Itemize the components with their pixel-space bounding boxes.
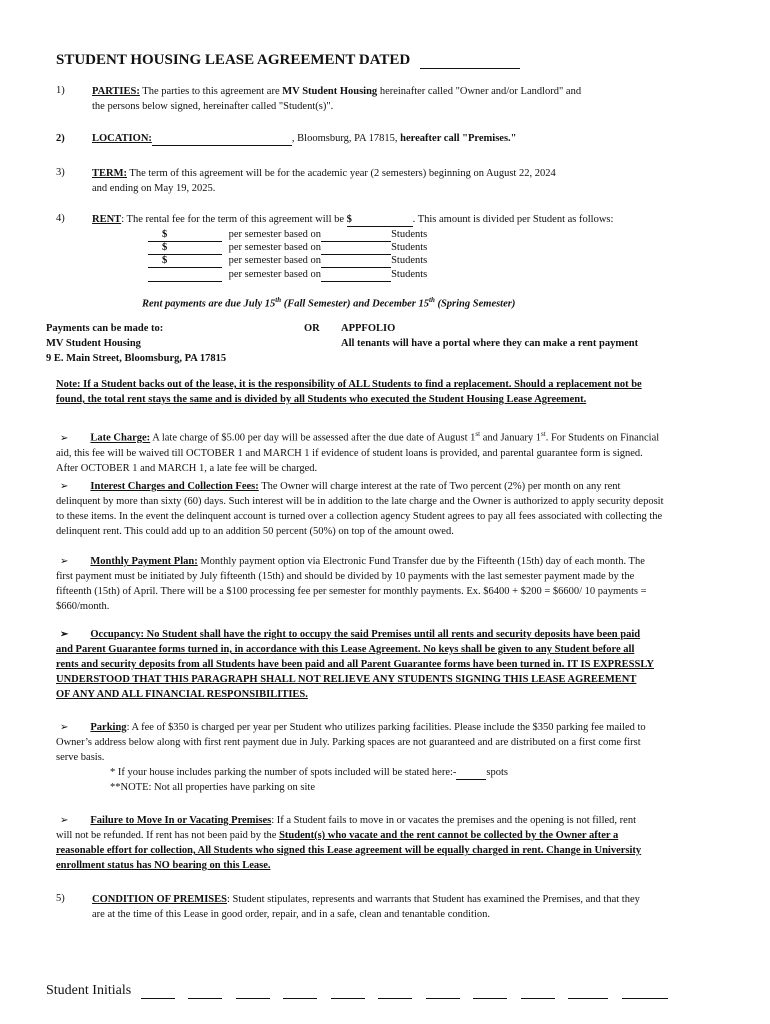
- initials-blank[interactable]: [378, 986, 412, 999]
- payments-heading: Payments can be made to:: [46, 323, 164, 334]
- arrow-bullet-icon: ➢: [60, 815, 69, 826]
- initials-blank[interactable]: [473, 986, 507, 999]
- initials-blank[interactable]: [188, 986, 222, 999]
- location-blank[interactable]: [152, 134, 292, 146]
- term-section: TERM: The term of this agreement will be for the academic year (2 semesters) beginning on August 22, 2024 and ending on May 19, 2025.: [92, 168, 556, 194]
- appfolio-label: APPFOLIO: [341, 323, 396, 334]
- initials-label: Student Initials: [46, 983, 132, 998]
- payee-address: 9 E. Main Street, Bloomsburg, PA 17815: [46, 353, 227, 364]
- section-number: 3): [56, 167, 65, 178]
- arrow-bullet-icon: ➢: [60, 556, 69, 567]
- rent-total-blank[interactable]: $: [347, 213, 413, 227]
- section-number: 4): [56, 213, 65, 224]
- condition-heading: CONDITION OF PREMISES: [92, 894, 227, 905]
- owner-name: MV Student Housing: [282, 86, 378, 97]
- rent-row: $ per semester based on Students: [148, 254, 427, 268]
- rent-heading: RENT: [92, 214, 122, 225]
- section-number: 1): [56, 85, 65, 96]
- or-label: OR: [304, 323, 320, 334]
- late-charge-section: ➢ Late Charge: A late charge of $5.00 per day will be assessed after the due date of August 1st and January 1st. For Students on Financial aid, this fee will be waived till OCTOBER 1 and MARCH 1 if evidence of student loans is provided, and parental guarantee form is signed. After OCTOBER 1 and MARCH 1, a late fee will be charged.: [56, 430, 660, 474]
- rent-due-dates: Rent payments are due July 15th (Fall Semester) and December 15th (Spring Semester): [142, 296, 516, 310]
- location-section: LOCATION: , Bloomsburg, PA 17815, hereafter call "Premises.": [92, 133, 517, 144]
- rent-section: RENT: The rental fee for the term of this agreement will be $ . This amount is divided per Student as follows:: [92, 214, 614, 225]
- interest-section: ➢ Interest Charges and Collection Fees: The Owner will charge interest at the rate of Two percent (2%) per month on any rent delinquent by more than sixty (60) days. Such interest will be in addition to the late charge and the Owner is authorized to apply security deposit to these items. In the event the delinquent account is turned over a collection agency Student agrees to pay all fees associated with collecting the delinquent rent. This could add up to an addition 50 percent (50%) on top of the amount owed.: [56, 481, 664, 537]
- arrow-bullet-icon: ➢: [60, 629, 69, 640]
- initials-blank[interactable]: [426, 986, 460, 999]
- monthly-plan-section: ➢ Monthly Payment Plan: Monthly payment option via Electronic Fund Transfer due by the Fifteenth (15th) day of each month. The first payment must be initiated by July fifteenth (15th) and should be divided by 10 payments with the last semester payment made by the fifteenth (15th) of April. There will be a $100 processing fee per semester for monthly payments. Ex. $6400 + $200 = $6600/ 10 payments = $660/month.: [56, 556, 647, 612]
- section-number: 5): [56, 893, 65, 904]
- parties-heading: PARTIES:: [92, 86, 140, 97]
- payment-address: [46, 321, 226, 366]
- vacating-section: ➢ Failure to Move In or Vacating Premises: If a Student fails to move in or vacates the premises and the opening is not filled, rent will not be refunded. If rent has not been paid by the Student(s) who vacate and the rent cannot be collected by the Owner after a reasonable effort for collection, All Students who signed this Lease agreement will be equally charged in rent. Change in University enrollment status has NO bearing on this Lease.: [56, 815, 642, 871]
- initials-blank[interactable]: [521, 986, 555, 999]
- arrow-bullet-icon: ➢: [60, 481, 69, 492]
- initials-blank[interactable]: [622, 986, 668, 999]
- student-initials-row: [46, 983, 678, 999]
- rent-amount-blank[interactable]: $: [148, 255, 222, 268]
- term-heading: TERM:: [92, 168, 127, 179]
- student-count-blank[interactable]: [321, 270, 391, 282]
- initials-blank[interactable]: [331, 986, 365, 999]
- student-count-blank[interactable]: [321, 256, 391, 268]
- rent-row: $ per semester based on Students: [148, 228, 427, 242]
- title-text: STUDENT HOUSING LEASE AGREEMENT DATED: [56, 52, 411, 68]
- appfolio-desc: All tenants will have a portal where they can make a rent payment: [341, 338, 639, 349]
- initials-blank[interactable]: [568, 986, 608, 999]
- location-heading: LOCATION:: [92, 133, 152, 144]
- parties-section: PARTIES: The parties to this agreement are MV Student Housing hereinafter called "Owner and/or Landlord" and the persons below signed, hereinafter called "Student(s)".: [92, 86, 582, 112]
- rent-amount-blank[interactable]: $: [148, 229, 222, 242]
- arrow-bullet-icon: ➢: [60, 722, 69, 733]
- rent-row: per semester based on Students: [148, 268, 427, 282]
- document-title: [56, 52, 520, 69]
- initials-blank[interactable]: [283, 986, 317, 999]
- replacement-note: Note: If a Student backs out of the lease, it is the responsibility of ALL Students to find a replacement. Should a replacement not be found, the total rent stays the same and is divided by all Students who executed the Student Housing Lease Agreement.: [56, 379, 642, 405]
- arrow-bullet-icon: ➢: [60, 432, 69, 444]
- initials-blank[interactable]: [236, 986, 270, 999]
- parking-section: ➢ Parking: A fee of $350 is charged per year per Student who utilizes parking facilities. Please include the $350 parking fee mailed to Owner’s address below along with first rent payment due in July. Parking spaces are not guaranteed and are distributed on a first come first serve basis. * If your house includes parking the number of spots included will be stated here:- spots **NOTE: Not all properties have parking on site: [56, 722, 646, 793]
- section-number: 2): [56, 133, 65, 144]
- payee-name: MV Student Housing: [46, 338, 141, 349]
- condition-section: CONDITION OF PREMISES: Student stipulates, represents and warrants that Student has examined the Premises, and that they are at the time of this Lease in good order, repair, and in a safe, clean and tenantable condition.: [92, 894, 640, 920]
- parking-spots-blank[interactable]: [456, 768, 486, 780]
- initials-blank[interactable]: [141, 986, 175, 999]
- date-blank[interactable]: [420, 57, 520, 69]
- rent-amount-blank[interactable]: $: [148, 242, 222, 255]
- appfolio-option: [341, 321, 638, 351]
- rent-amount-blank[interactable]: [148, 269, 222, 282]
- occupancy-section: ➢ Occupancy: No Student shall have the right to occupy the said Premises until all rents and security deposits have been paid and Parent Guarantee forms turned in, in accordance with this Lease Agreement. No keys shall be given to any Student before all rents and security deposits from all Students have been paid and all Parent Guarantee forms have been turned in. IT IS EXPRESSLY UNDERSTOOD THAT THIS PARAGRAPH SHALL NOT RELIEVE ANY STUDENTS SIGNING THIS LEASE AGREEMENT OF ANY AND ALL FINANCIAL RESPONSIBILITIES.: [56, 629, 654, 700]
- rent-row: $ per semester based on Students: [148, 241, 427, 255]
